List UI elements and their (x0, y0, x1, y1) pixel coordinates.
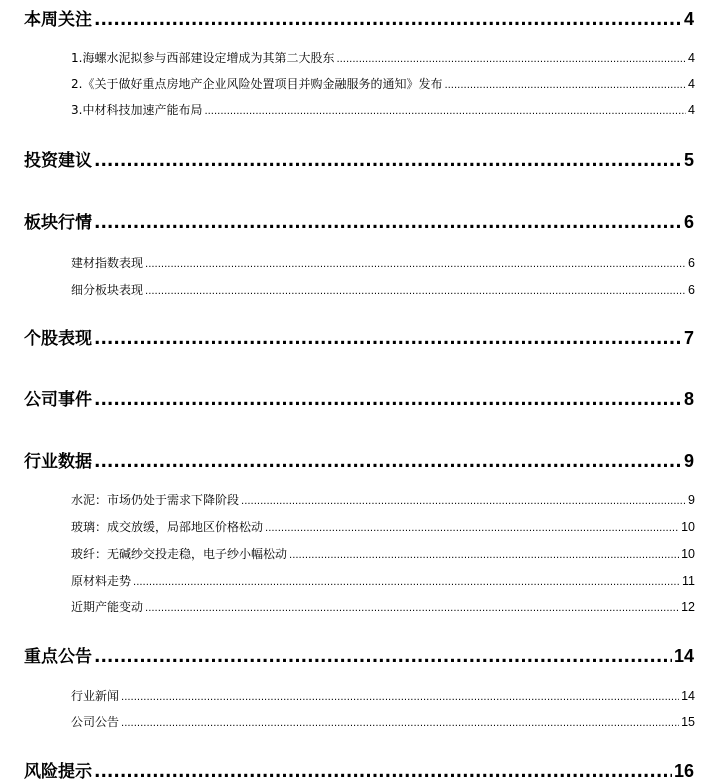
toc-subsection-title: 玻璃：成交放缓，局部地区价格松动 (71, 520, 264, 534)
toc-leader-dots (121, 692, 679, 703)
toc-section-title: 个股表现 (24, 329, 92, 349)
toc-leader-dots (94, 151, 682, 171)
toc-leader-dots (94, 10, 682, 30)
toc-page-number: 15 (681, 715, 695, 729)
toc-leader-dots (204, 106, 686, 117)
toc-section-title: 投资建议 (24, 151, 92, 171)
toc-entry-subsection[interactable] (71, 49, 695, 66)
toc-page-number: 6 (683, 212, 694, 232)
toc-leader-dots (94, 329, 682, 349)
toc-leader-dots (241, 496, 686, 507)
toc-leader-dots (145, 286, 686, 297)
toc-page-number: 16 (673, 761, 694, 781)
toc-page-number: 14 (681, 689, 695, 703)
toc-section-title: 公司事件 (24, 390, 92, 410)
toc-page-number: 5 (683, 150, 694, 170)
toc-leader-dots (121, 718, 679, 729)
toc-entry-subsection[interactable] (71, 75, 695, 92)
toc-page-number: 12 (681, 600, 695, 614)
toc-entry-section[interactable] (24, 385, 694, 410)
toc-subsection-title: 细分板块表现 (71, 283, 144, 297)
toc-section-title: 风险提示 (24, 762, 92, 782)
toc-entry-subsection[interactable] (71, 518, 695, 535)
toc-entry-section[interactable] (24, 146, 694, 171)
toc-page-number: 11 (682, 574, 695, 588)
toc-entry-subsection[interactable] (71, 687, 695, 704)
toc-leader-dots (265, 523, 679, 534)
toc-leader-dots (94, 647, 672, 667)
toc-leader-dots (94, 390, 682, 410)
toc-subsection-title: 1.海螺水泥拟参与西部建设定增成为其第二大股东 (71, 51, 335, 65)
toc-entry-subsection[interactable] (71, 491, 695, 508)
toc-page-number: 9 (683, 451, 694, 471)
toc-page-number: 9 (688, 493, 695, 507)
toc-leader-dots (94, 213, 682, 233)
toc-subsection-title: 2.《关于做好重点房地产企业风险处置项目并购金融服务的通知》发布 (71, 77, 443, 91)
toc-page-number: 4 (683, 9, 694, 29)
toc-entry-section[interactable] (24, 447, 694, 472)
toc-page-number: 6 (688, 283, 695, 297)
toc-section-title: 行业数据 (24, 452, 92, 472)
toc-subsection-title: 3.中材科技加速产能布局 (71, 103, 203, 117)
toc-section-title: 板块行情 (24, 213, 92, 233)
toc-leader-dots (336, 54, 686, 65)
toc-entry-subsection[interactable] (71, 281, 695, 298)
toc-page-number: 14 (673, 646, 694, 666)
toc-entry-section[interactable] (24, 757, 694, 782)
toc-leader-dots (133, 577, 680, 588)
toc-entry-subsection[interactable] (71, 545, 695, 562)
toc-page-number: 8 (683, 389, 694, 409)
toc-page-number: 10 (681, 547, 695, 561)
toc-section-title: 本周关注 (24, 10, 92, 30)
toc-leader-dots (145, 603, 679, 614)
toc-page-number: 7 (683, 328, 694, 348)
toc-subsection-title: 建材指数表现 (71, 256, 144, 270)
toc-page-number: 4 (688, 77, 695, 91)
toc-leader-dots (289, 550, 679, 561)
toc-entry-subsection[interactable] (71, 598, 695, 615)
toc-subsection-title: 近期产能变动 (71, 600, 144, 614)
toc-entry-subsection[interactable] (71, 572, 695, 589)
toc-entry-section[interactable] (24, 324, 694, 349)
toc-entry-section[interactable] (24, 642, 694, 667)
toc-subsection-title: 公司公告 (71, 715, 120, 729)
toc-subsection-title: 玻纤：无碱纱交投走稳，电子纱小幅松动 (71, 547, 288, 561)
toc-leader-dots (94, 762, 672, 782)
toc-entry-section[interactable] (24, 208, 694, 233)
toc-leader-dots (444, 80, 686, 91)
toc-entry-subsection[interactable] (71, 254, 695, 271)
toc-leader-dots (145, 259, 686, 270)
toc-page-number: 4 (688, 51, 695, 65)
toc-subsection-title: 行业新闻 (71, 689, 120, 703)
toc-section-title: 重点公告 (24, 647, 92, 667)
toc-subsection-title: 水泥：市场仍处于需求下降阶段 (71, 493, 240, 507)
toc-entry-section[interactable] (24, 5, 694, 30)
toc-page-number: 6 (688, 256, 695, 270)
toc-page-number: 4 (688, 103, 695, 117)
toc-subsection-title: 原材料走势 (71, 574, 132, 588)
toc-page-number: 10 (681, 520, 695, 534)
toc-entry-subsection[interactable] (71, 713, 695, 730)
toc-entry-subsection[interactable] (71, 101, 695, 118)
toc-leader-dots (94, 452, 682, 472)
